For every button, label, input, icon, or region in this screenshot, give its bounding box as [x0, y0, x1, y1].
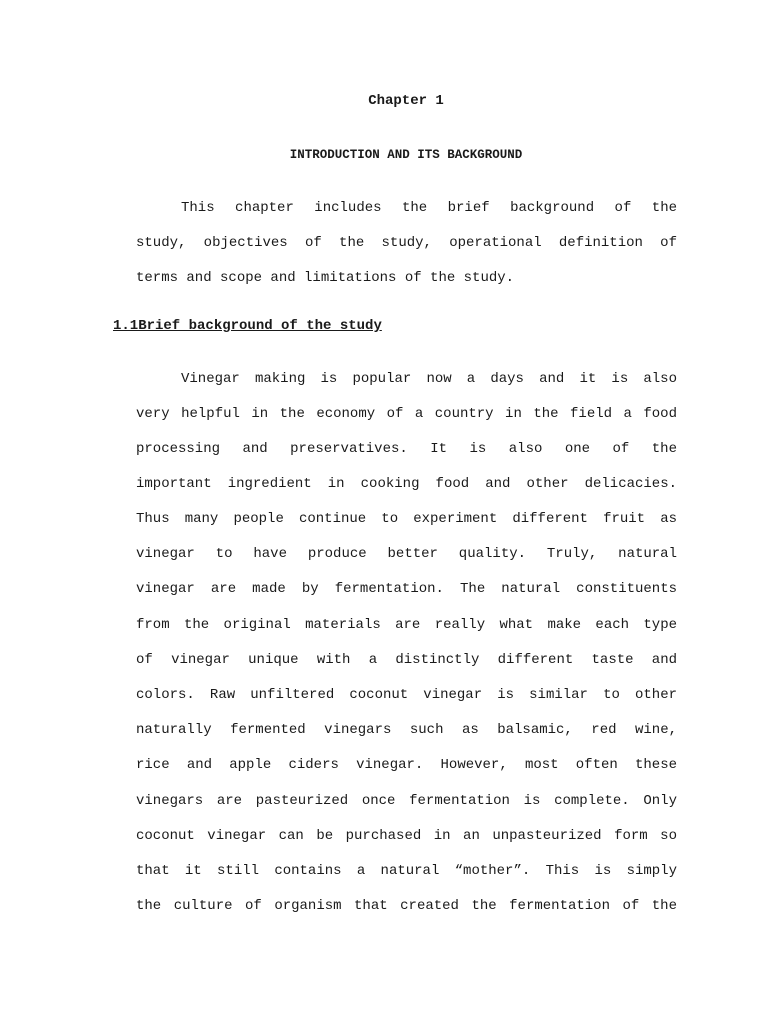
body-line: Thus many people continue to experiment different fruit as	[136, 511, 677, 527]
intro-line: terms and scope and limitations of the study.	[136, 270, 515, 286]
intro-line: This chapter includes the brief background of the	[181, 200, 677, 216]
body-line: that it still contains a natural “mother”. This is simply	[136, 863, 677, 879]
chapter-title: Chapter 1	[368, 93, 444, 109]
body-line: naturally fermented vinegars such as balsamic, red wine,	[136, 722, 677, 738]
body-line: vinegar to have produce better quality. Truly, natural	[136, 546, 677, 562]
section-heading: 1.1Brief background of the study	[113, 318, 382, 334]
body-line: colors. Raw unfiltered coconut vinegar is similar to other	[136, 687, 677, 703]
chapter-subtitle: INTRODUCTION AND ITS BACKGROUND	[289, 148, 523, 162]
body-line: vinegar are made by fermentation. The natural constituents	[136, 581, 677, 597]
body-line: vinegars are pasteurized once fermentation is complete. Only	[136, 793, 677, 809]
body-line: the culture of organism that created the fermentation of the	[136, 898, 677, 914]
body-line: rice and apple ciders vinegar. However, most often these	[136, 757, 677, 773]
body-line: very helpful in the economy of a country in the field a food	[136, 406, 677, 422]
intro-line: study, objectives of the study, operational definition of	[136, 235, 677, 251]
body-line: of vinegar unique with a distinctly different taste and	[136, 652, 677, 668]
body-line: coconut vinegar can be purchased in an unpasteurized form so	[136, 828, 677, 844]
body-line: Vinegar making is popular now a days and it is also	[181, 371, 677, 387]
body-line: from the original materials are really what make each type	[136, 617, 677, 633]
body-line: important ingredient in cooking food and other delicacies.	[136, 476, 677, 492]
body-line: processing and preservatives. It is also one of the	[136, 441, 677, 457]
